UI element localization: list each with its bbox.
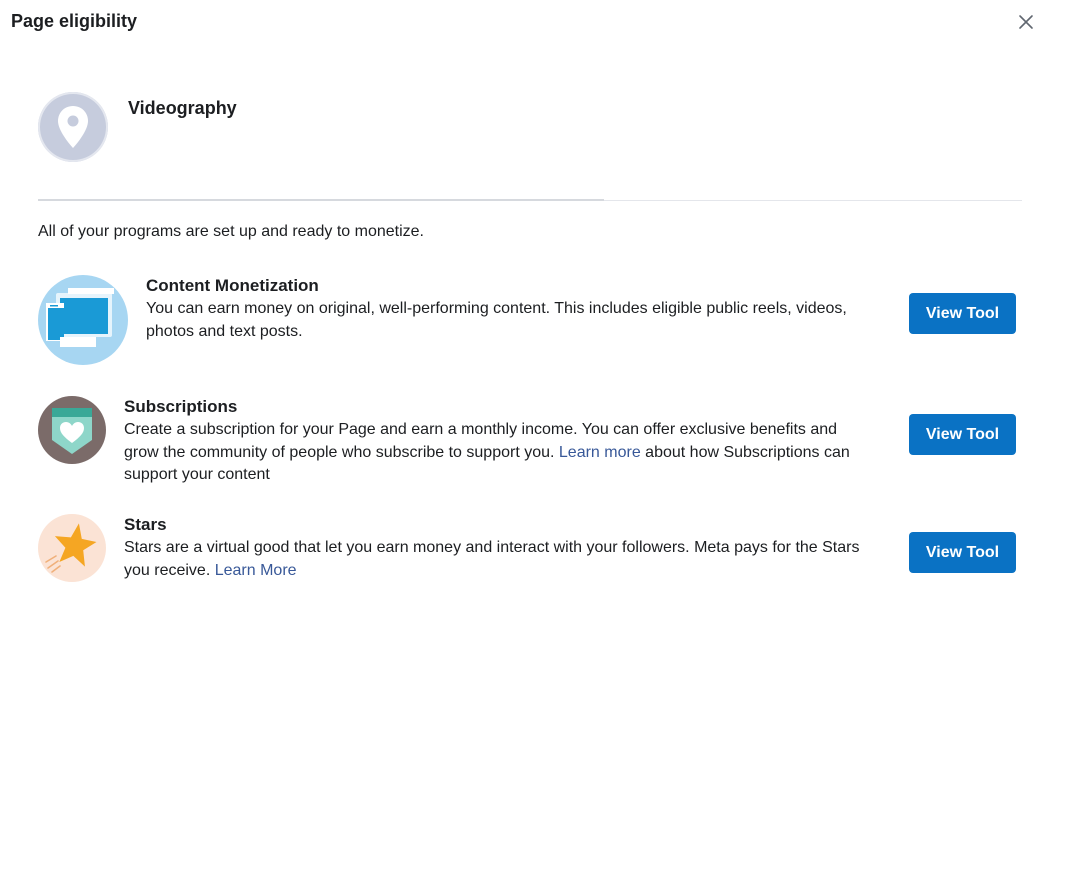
location-pin-icon bbox=[38, 92, 108, 162]
description-text: Create a subscription for your Page and earn a monthly income. You can offer exclusive benefits and grow the community of people who subscribe to support you. bbox=[124, 421, 838, 461]
program-subscriptions bbox=[38, 396, 1018, 486]
program-description bbox=[124, 419, 869, 487]
close-button[interactable] bbox=[1014, 10, 1038, 34]
program-title: Content Monetization bbox=[146, 276, 319, 295]
status-text: All of your programs are set up and ready to monetize. bbox=[38, 223, 424, 240]
subscriptions-icon bbox=[38, 396, 106, 464]
subscriptions-view-tool-button[interactable]: View Tool bbox=[909, 414, 1016, 455]
page-name: Videography bbox=[128, 98, 237, 118]
program-stars bbox=[38, 514, 1018, 584]
program-title: Subscriptions bbox=[124, 397, 238, 416]
dialog-title: Page eligibility bbox=[11, 11, 138, 31]
page-header bbox=[38, 92, 738, 164]
description-text: about how Subscriptions can support your content bbox=[124, 443, 850, 483]
learn-more-link[interactable]: Learn more bbox=[558, 443, 641, 461]
description-text: Stars are a virtual good that let you earn money and interact with your followers. Meta pays for the Stars you receive. bbox=[124, 539, 860, 579]
learn-more-link[interactable]: Learn More bbox=[214, 561, 297, 579]
program-description: You can earn money on original, well-performing content. This includes eligible public reels, videos, photos and text posts. bbox=[146, 300, 847, 340]
content-monetization-view-tool-button[interactable]: View Tool bbox=[909, 293, 1016, 334]
stars-view-tool-button[interactable]: View Tool bbox=[909, 532, 1016, 573]
close-icon bbox=[1018, 14, 1034, 30]
program-title: Stars bbox=[124, 515, 167, 534]
star-icon bbox=[38, 514, 106, 582]
program-description bbox=[124, 537, 869, 582]
divider-progress bbox=[38, 199, 604, 201]
program-content-monetization bbox=[38, 275, 1018, 367]
page-avatar bbox=[38, 92, 108, 162]
content-monetization-icon bbox=[38, 275, 128, 365]
